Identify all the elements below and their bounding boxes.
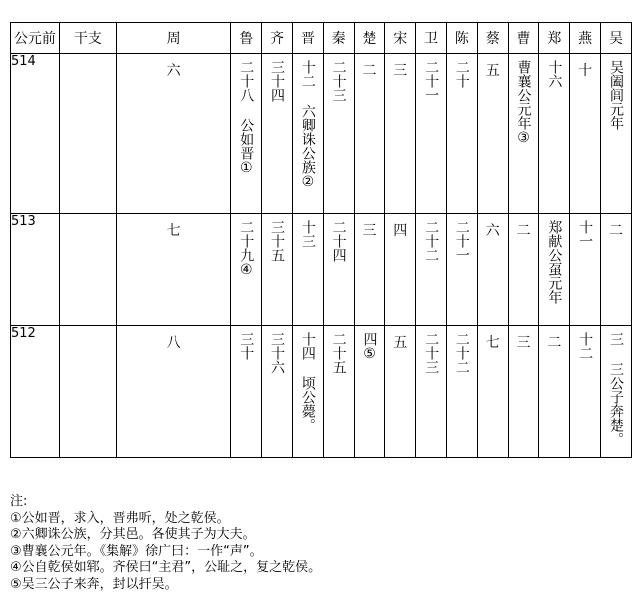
cell-text: 二	[609, 223, 624, 239]
cell-text: 二十四	[330, 220, 347, 262]
state-cell	[416, 54, 447, 214]
cell-text: 四⑤	[361, 332, 378, 362]
state-cell	[477, 54, 508, 214]
cell-text: 二十三	[330, 60, 347, 102]
table-row	[11, 54, 632, 214]
cell-text: 七	[166, 223, 181, 239]
cell-text: 三	[393, 63, 408, 79]
cell-text: 二十二	[453, 332, 470, 374]
cell-text: 十	[578, 63, 593, 79]
state-cell	[570, 54, 601, 214]
state-cell	[539, 214, 570, 326]
column-header: 燕	[570, 23, 601, 54]
year-cell: 514	[11, 54, 60, 214]
cell-text: 二	[362, 63, 377, 79]
column-header: 齐	[262, 23, 293, 54]
state-cell	[292, 214, 323, 326]
cell-text: 四	[393, 223, 408, 239]
state-cell	[570, 214, 601, 326]
cell-text: 二十三	[423, 332, 440, 374]
cell-text: 七	[485, 335, 500, 351]
state-cell	[262, 326, 293, 458]
cell-text: 十一	[577, 220, 594, 248]
cell-text: 十三	[299, 220, 316, 248]
state-cell	[601, 54, 632, 214]
column-header: 晋	[292, 23, 323, 54]
note-4: ④公自乾侯如郓。齐侯曰“主君”，公耻之，复之乾侯。	[10, 560, 322, 576]
cell-text: 二十一	[423, 60, 440, 102]
cell-text: 五	[485, 63, 500, 79]
state-cell	[447, 326, 478, 458]
notes-title: 注:	[10, 494, 28, 509]
cell-text: 二十	[453, 60, 470, 88]
cell-text: 十四 顷公薨。	[299, 332, 316, 432]
year-cell: 513	[11, 214, 60, 326]
cell-text: 二十二	[423, 220, 440, 262]
column-header: 曹	[508, 23, 539, 54]
state-cell	[385, 326, 416, 458]
cell-text: 二十九④	[238, 220, 255, 278]
cell-text: 三	[516, 335, 531, 351]
state-cell	[477, 326, 508, 458]
column-header: 干支	[59, 23, 116, 54]
state-cell	[447, 54, 478, 214]
cell-text: 吴阖闾元年	[608, 60, 625, 130]
state-cell	[385, 54, 416, 214]
cell-text: 曹襄公元年③	[515, 60, 532, 146]
state-cell	[262, 54, 293, 214]
note-2: ②六卿诛公族，分其邑。各使其子为大夫。	[10, 527, 256, 543]
state-cell	[385, 214, 416, 326]
cell-text: 十二	[577, 332, 594, 360]
notes-section	[10, 494, 321, 594]
state-cell	[231, 54, 262, 214]
cell-text: 六	[485, 223, 500, 239]
cell-text: 二十八 公如晋①	[238, 60, 255, 176]
state-cell	[354, 326, 385, 458]
year-cell: 512	[11, 326, 60, 458]
state-cell	[117, 54, 231, 214]
state-cell	[570, 326, 601, 458]
column-header: 周	[117, 23, 231, 54]
ganzhi-cell	[59, 214, 116, 326]
cell-text: 三十	[238, 332, 255, 360]
cell-text: 五	[393, 335, 408, 351]
state-cell	[447, 214, 478, 326]
state-cell	[117, 326, 231, 458]
state-cell	[601, 214, 632, 326]
state-cell	[323, 54, 354, 214]
state-cell	[477, 214, 508, 326]
table-row	[11, 326, 632, 458]
cell-text: 十六	[546, 60, 563, 88]
cell-text: 郑献公虿元年	[546, 220, 563, 304]
state-cell	[323, 326, 354, 458]
ganzhi-cell	[59, 326, 116, 458]
column-header: 蔡	[477, 23, 508, 54]
cell-text: 三十六	[269, 332, 286, 374]
state-cell	[231, 326, 262, 458]
state-cell	[292, 54, 323, 214]
column-header: 楚	[354, 23, 385, 54]
state-cell	[323, 214, 354, 326]
chronology-table	[10, 22, 632, 458]
column-header: 公元前	[11, 23, 60, 54]
cell-text: 三 三公子奔楚。	[608, 332, 625, 446]
cell-text: 三十四	[269, 60, 286, 102]
cell-text: 二十五	[330, 332, 347, 374]
column-header: 吴	[601, 23, 632, 54]
state-cell	[354, 54, 385, 214]
state-cell	[231, 214, 262, 326]
cell-text: 八	[166, 335, 181, 351]
state-cell	[539, 54, 570, 214]
cell-text: 六	[166, 63, 181, 79]
column-header: 鲁	[231, 23, 262, 54]
state-cell	[539, 326, 570, 458]
state-cell	[416, 214, 447, 326]
state-cell	[117, 214, 231, 326]
state-cell	[508, 214, 539, 326]
state-cell	[508, 54, 539, 214]
column-header: 陈	[447, 23, 478, 54]
column-header: 郑	[539, 23, 570, 54]
note-3: ③曹襄公元年。《集解》徐广曰：一作“声”。	[10, 543, 263, 559]
state-cell	[262, 214, 293, 326]
cell-text: 十二 六卿诛公族②	[299, 60, 316, 190]
state-cell	[601, 326, 632, 458]
cell-text: 二	[547, 335, 562, 351]
column-header: 宋	[385, 23, 416, 54]
cell-text: 二十一	[453, 220, 470, 262]
state-cell	[416, 326, 447, 458]
ganzhi-cell	[59, 54, 116, 214]
state-cell	[354, 214, 385, 326]
column-header: 秦	[323, 23, 354, 54]
cell-text: 二	[516, 223, 531, 239]
state-cell	[292, 326, 323, 458]
table-row	[11, 214, 632, 326]
column-header: 卫	[416, 23, 447, 54]
header-row	[11, 23, 632, 54]
cell-text: 三十五	[269, 220, 286, 262]
table-body	[11, 54, 632, 458]
note-5: ⑤吴三公子来奔，封以扞吴。	[10, 576, 178, 592]
state-cell	[508, 326, 539, 458]
cell-text: 三	[362, 223, 377, 239]
note-1: ①公如晋，求入，晋弗听，处之乾侯。	[10, 510, 230, 526]
